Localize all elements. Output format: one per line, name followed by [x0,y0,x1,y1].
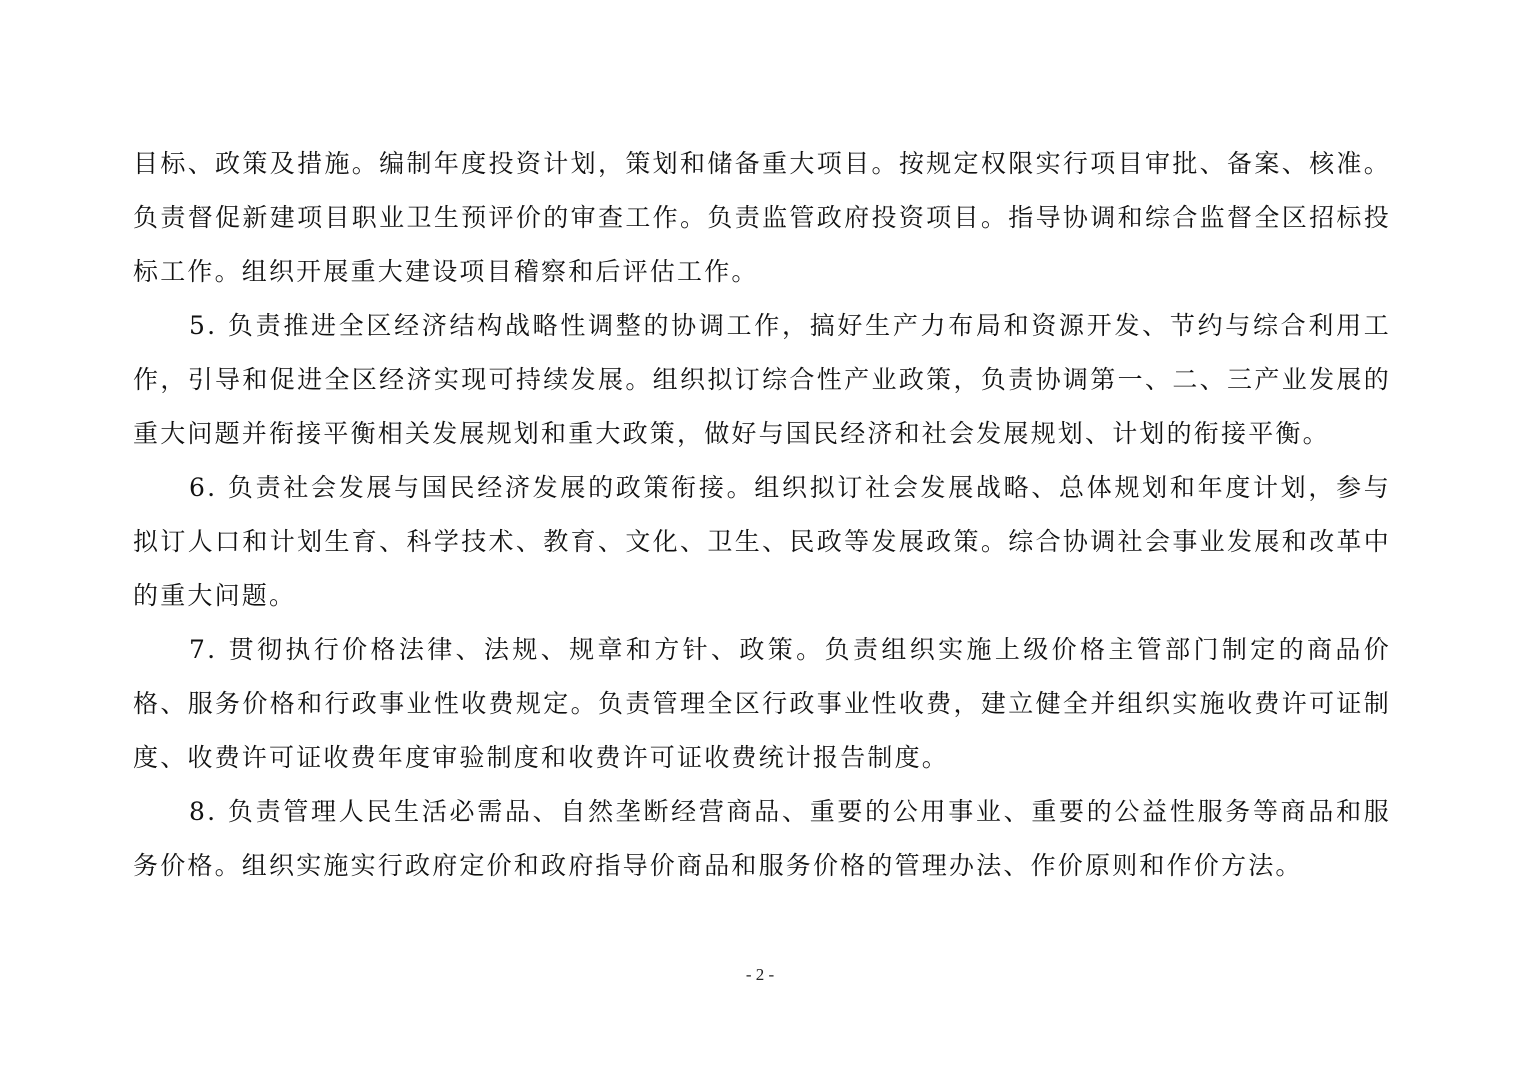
paragraph-item-6: 6. 负责社会发展与国民经济发展的政策衔接。组织拟订社会发展战略、总体规划和年度计划，参与拟订人口和计划生育、科学技术、教育、文化、卫生、民政等发展政策。综合协调社会事业发展和改革中的重大问题。 [133,473,1391,610]
paragraph-item-7: 7. 贯彻执行价格法律、法规、规章和方针、政策。负责组织实施上级价格主管部门制定的商品价格、服务价格和行政事业性收费规定。负责管理全区行政事业性收费，建立健全并组织实施收费许可证制度、收费许可证收费年度审验制度和收费许可证收费统计报告制度。 [133,635,1391,772]
paragraph-item-8: 8. 负责管理人民生活必需品、自然垄断经营商品、重要的公用事业、重要的公益性服务等商品和服务价格。组织实施实行政府定价和政府指导价商品和服务价格的管理办法、作价原则和作价方法。 [133,797,1391,880]
document-body [133,137,1391,893]
page-number: - 2 - [745,965,775,984]
paragraph-item-5: 5. 负责推进全区经济结构战略性调整的协调工作，搞好生产力布局和资源开发、节约与综合利用工作，引导和促进全区经济实现可持续发展。组织拟订综合性产业政策，负责协调第一、二、三产业发展的重大问题并衔接平衡相关发展规划和重大政策，做好与国民经济和社会发展规划、计划的衔接平衡。 [133,311,1391,448]
paragraph-continuation: 目标、政策及措施。编制年度投资计划，策划和储备重大项目。按规定权限实行项目审批、备案、核准。负责督促新建项目职业卫生预评价的审查工作。负责监管政府投资项目。指导协调和综合监督全区招标投标工作。组织开展重大建设项目稽察和后评估工作。 [133,149,1391,286]
